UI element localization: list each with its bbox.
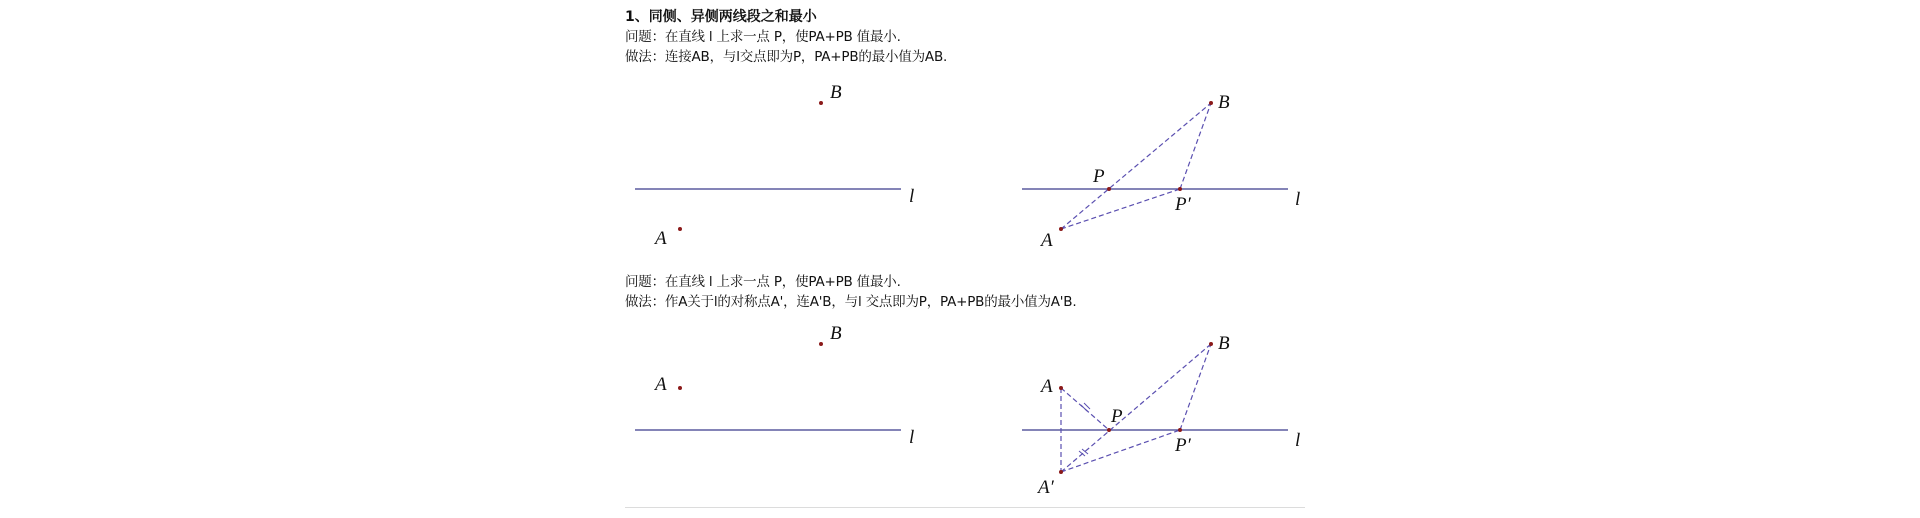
fig2-left-diagram: [635, 323, 914, 448]
figure-same-side-opposite: [625, 70, 1305, 250]
fig1-left-diagram: [635, 82, 914, 249]
point-P-prime: [1178, 428, 1182, 432]
label-l: l: [1295, 430, 1301, 451]
label-B: B: [830, 82, 842, 103]
label-P: P: [1111, 406, 1123, 427]
article-content: [625, 0, 1305, 518]
figure-same-side-reflection: [625, 315, 1305, 505]
segment-P-prime-B: [1180, 103, 1211, 189]
fig2-right-diagram: [1022, 333, 1300, 498]
label-l: l: [909, 186, 915, 207]
label-B: B: [1218, 92, 1230, 113]
point-B: [1209, 342, 1213, 346]
method-text-2: 做法：作A关于l的对称点A'，连A'B，与l 交点即为P，PA+PB的最小值为A'B.: [625, 294, 1077, 310]
point-A: [1059, 227, 1063, 231]
section-title: 1、同侧、异侧两线段之和最小: [625, 9, 817, 25]
point-P-prime: [1178, 187, 1182, 191]
point-P: [1107, 187, 1111, 191]
method-text-1: 做法：连接AB，与l交点即为P，PA+PB的最小值为AB.: [625, 49, 948, 65]
label-P: P: [1093, 166, 1105, 187]
segment-AP-prime: [1061, 189, 1180, 229]
label-P-prime: P′: [1175, 435, 1191, 456]
label-l: l: [1295, 189, 1301, 210]
label-B: B: [830, 323, 842, 344]
problem-text-2: 问题：在直线 l 上求一点 P，使PA+PB 值最小.: [625, 274, 901, 290]
point-A: [1059, 386, 1063, 390]
label-A: A: [1041, 230, 1053, 251]
point-A: [678, 227, 682, 231]
label-A: A: [655, 374, 667, 395]
label-P-prime: P′: [1175, 194, 1191, 215]
fig1-right-diagram: [1022, 92, 1300, 251]
problem-text-1: 问题：在直线 l 上求一点 P，使PA+PB 值最小.: [625, 29, 901, 45]
divider: [625, 507, 1305, 508]
point-B: [819, 101, 823, 105]
label-A: A: [1041, 376, 1053, 397]
segment-A-prime-P-prime: [1061, 430, 1180, 472]
label-B: B: [1218, 333, 1230, 354]
label-A-prime: A′: [1038, 477, 1054, 498]
point-P: [1107, 428, 1111, 432]
point-B: [819, 342, 823, 346]
point-A: [678, 386, 682, 390]
point-B: [1209, 101, 1213, 105]
label-A: A: [655, 228, 667, 249]
point-A-prime: [1059, 470, 1063, 474]
label-l: l: [909, 427, 915, 448]
